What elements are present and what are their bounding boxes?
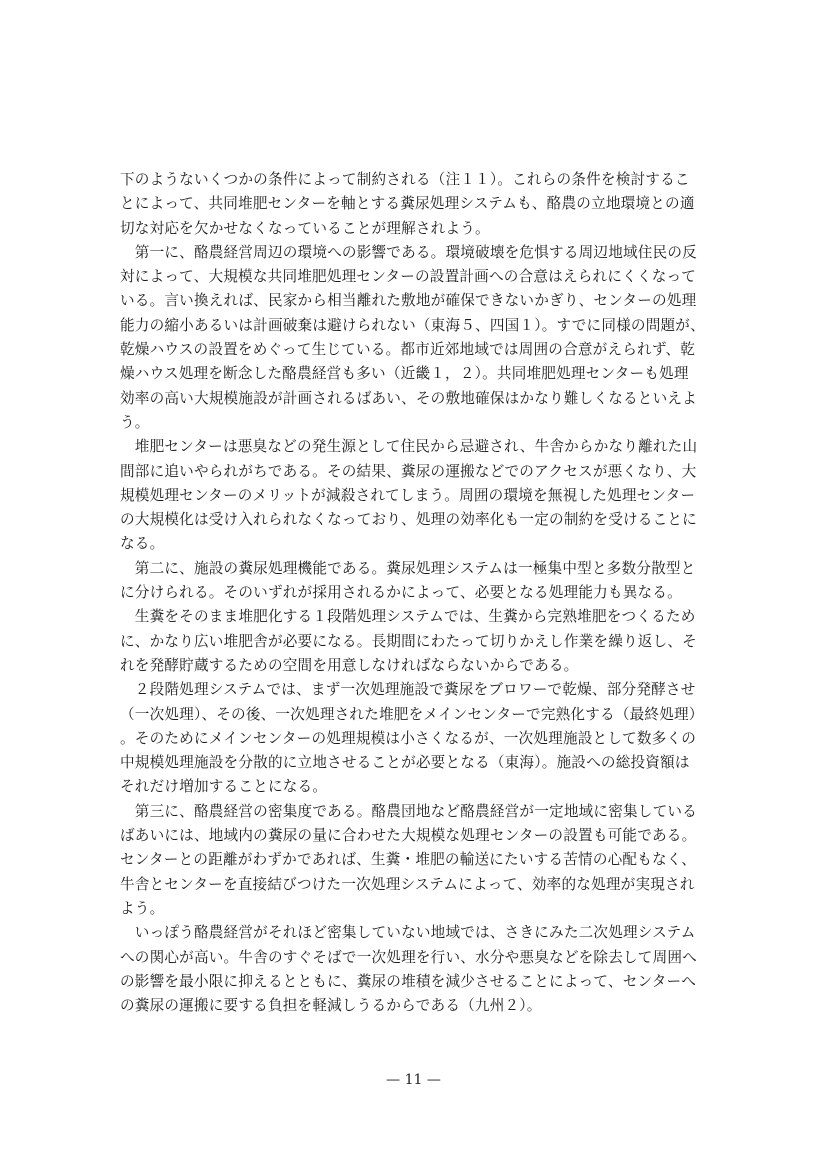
text-line: なる。 [120, 535, 165, 553]
text-line: 燥ハウス処理を断念した酪農経営も多い（近畿１，２）。共同堆肥処理センターも処理 [120, 365, 689, 383]
text-line: 第三に、酪農経営の密集度である。酪農団地など酪農経営が一定地域に密集している [120, 802, 697, 820]
body-text [120, 168, 732, 1018]
text-line: 第一に、酪農経営周辺の環境への影響である。環境破壊を危惧する周辺地域住民の反 [120, 243, 697, 261]
page-number: — 11 — [386, 1072, 441, 1088]
text-line: 中規模処理施設を分散的に立地させることが必要となる（東海）。施設への総投資額は [120, 754, 690, 772]
text-line: 能力の縮小あるいは計画破棄は避けられない（東海５、四国１）。すでに同様の問題が、 [120, 316, 705, 334]
text-line: センターとの距離がわずかであれば、生糞・堆肥の輸送にたいする苦情の心配もなく、 [120, 851, 697, 869]
text-line: ２段階処理システムでは、まず一次処理施設で糞尿をブロワーで乾燥、部分発酵させ [120, 681, 696, 699]
text-line: に、かなり広い堆肥舎が必要になる。長期間にわたって切りかえし作業を繰り返し、そ [120, 632, 697, 650]
text-line: （一次処理）、その後、一次処理された堆肥をメインセンターで完熟化する（最終処理） [120, 705, 704, 723]
text-line: 乾燥ハウスの設置をめぐって生じている。都市近郊地域では周囲の合意がえられず、乾 [120, 341, 696, 359]
text-line: 切な対応を欠かせなくなっていることが理解されよう。 [120, 219, 490, 237]
text-line: 間部に追いやられがちである。その結果、糞尿の運搬などでのアクセスが悪くなり、大 [120, 462, 697, 480]
text-line: 対によって、大規模な共同堆肥処理センターの設置計画への合意はえられにくくなって [120, 268, 697, 286]
text-line: う。 [120, 413, 150, 431]
text-line: それだけ増加することになる。 [120, 778, 328, 796]
text-line: 牛舎とセンターを直接結びつけた一次処理システムによって、効率的な処理が実現され [120, 875, 695, 893]
text-line: 規模処理センターのメリットが減殺されてしまう。周囲の環境を無視した処理センター [120, 486, 696, 504]
text-line: の大規模化は受け入れられなくなっており、処理の効率化も一定の制約を受けることに [120, 511, 697, 529]
text-line: よう。 [120, 899, 165, 917]
text-line: 下のようないくつかの条件によって制約される（注１１）。これらの条件を検討するこ [120, 171, 690, 188]
text-line: 効率の高い大規模施設が計画されるばあい、その敷地確保はかなり難しくなるといえよ [120, 389, 697, 407]
text-line: 生糞をそのまま堆肥化する１段階処理システムでは、生糞から完熟堆肥をつくるため [120, 608, 696, 626]
text-line: いっぽう酪農経営がそれほど密集していない地域では、さきにみた二次処理システム [120, 924, 696, 942]
text-line: ばあいには、地域内の糞尿の量に合わせた大規模な処理センターの設置も可能である。 [120, 827, 697, 845]
text-line: 堆肥センターは悪臭などの発生源として住民から忌避され、牛舎からかなり離れた山 [120, 438, 698, 456]
text-line: いる。言い換えれば、民家から相当離れた敷地が確保できないかぎり、センターの処理 [120, 292, 697, 310]
text-line: の影響を最小限に抑えるとともに、糞尿の堆積を減少させることによって、センターへ [120, 972, 697, 990]
text-line: への関心が高い。牛舎のすぐそばで一次処理を行い、水分や悪臭などを除去して周囲へ [120, 948, 697, 966]
text-line: とによって、共同堆肥センターを軸とする糞尿処理システムも、酪農の立地環境との適 [120, 195, 695, 213]
text-line: に分けられる。そのいずれが採用されるかによって、必要となる処理能力も異なる。 [120, 584, 682, 602]
text-line: れを発酵貯蔵するための空間を用意しなければならないからである。 [120, 656, 579, 674]
text-line: 第二に、施設の糞尿処理機能である。糞尿処理システムは一極集中型と多数分散型と [120, 559, 696, 577]
text-line: 。そのためにメインセンターの処理規模は小さくなるが、一次処理施設として数多くの [120, 729, 697, 747]
text-line: の糞尿の運搬に要する負担を軽減しうるからである（九州２）。 [120, 997, 542, 1015]
